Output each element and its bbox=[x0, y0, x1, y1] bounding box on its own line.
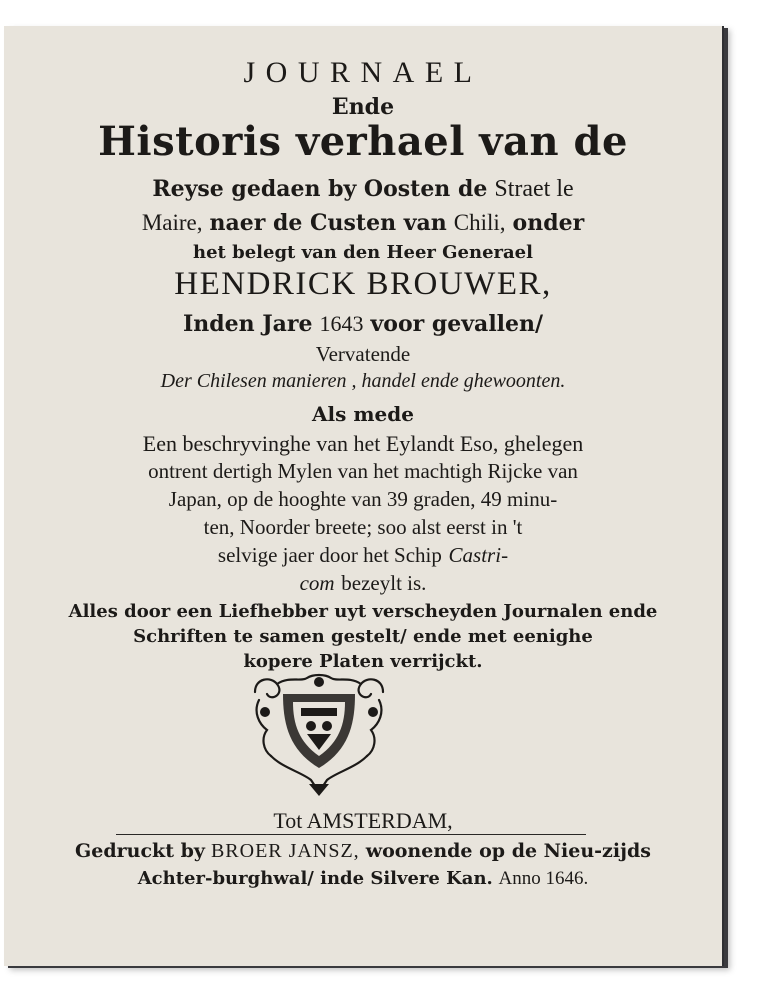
address-text: Achter-burghwal/ inde Silvere Kan. bbox=[137, 868, 493, 889]
anno-text: Anno 1646. bbox=[498, 868, 589, 889]
imprint-printer-line bbox=[4, 840, 722, 863]
title-jare-line bbox=[4, 311, 722, 337]
title-noorder: ten, Noorder breete; soo alst eerst in 't bbox=[203, 515, 523, 539]
title-maire-line bbox=[4, 210, 722, 236]
bezeylt-text: bezeylt is. bbox=[341, 571, 427, 595]
custen-text: naer de Custen van bbox=[209, 210, 447, 236]
gevallen-text: voor gevallen/ bbox=[370, 311, 544, 337]
title-page bbox=[4, 26, 724, 966]
title-japan: Japan, op de hooghte van 39 graden, 49 minu- bbox=[168, 487, 558, 511]
title-als-mede: Als mede bbox=[312, 402, 414, 426]
title-liefhebber: Alles door een Liefhebber uyt verscheyden Journalen ende bbox=[68, 601, 658, 622]
imprint-amsterdam: Tot AMSTERDAM, bbox=[273, 808, 453, 833]
straet-text: Straet le bbox=[494, 176, 574, 202]
title-dertigh: ontrent dertigh Mylen van het machtigh Rijcke van bbox=[148, 459, 578, 483]
title-reyse-line bbox=[4, 176, 722, 203]
title-platen: kopere Platen verrijckt. bbox=[243, 651, 483, 672]
title-brouwer: HENDRICK BROUWER, bbox=[174, 266, 552, 302]
printers-device-icon bbox=[249, 672, 389, 796]
title-chilesen: Der Chilesen manieren , handel ende ghewoonten. bbox=[160, 370, 566, 392]
reyse-text: Reyse gedaen by Oosten de bbox=[152, 176, 488, 202]
title-historis: Historis verhael van de bbox=[98, 118, 628, 165]
title-bezeylt-line bbox=[4, 571, 722, 596]
title-ende: Ende bbox=[331, 94, 395, 120]
printer-name: BROER JANSZ, bbox=[210, 840, 360, 862]
onder-text: onder bbox=[512, 210, 585, 236]
title-schriften: Schriften te samen gestelt/ ende met eenighe bbox=[133, 626, 593, 647]
title-journael: JOURNAEL bbox=[243, 56, 483, 89]
maire-text: Maire, bbox=[141, 210, 203, 235]
castri-text: Castri- bbox=[448, 543, 509, 567]
selvige-text: selvige jaer door het Schip bbox=[217, 543, 442, 567]
imprint-address-line bbox=[4, 868, 722, 890]
title-belegt: het belegt van den Heer Generael bbox=[193, 242, 533, 263]
com-text: com bbox=[299, 571, 335, 595]
chili-text: Chili, bbox=[453, 210, 506, 235]
title-selvige-line bbox=[4, 543, 722, 568]
jare-text: Inden Jare bbox=[182, 311, 313, 337]
gedruckt-text: Gedruckt by bbox=[75, 840, 205, 862]
year-text: 1643 bbox=[319, 311, 364, 336]
woonende-text: woonende op de Nieu-zijds bbox=[365, 840, 651, 862]
title-eso: Een beschryvinghe van het Eylandt Eso, ghelegen bbox=[142, 431, 584, 456]
title-vervatende: Vervatende bbox=[315, 342, 411, 366]
imprint-rule bbox=[116, 834, 586, 835]
